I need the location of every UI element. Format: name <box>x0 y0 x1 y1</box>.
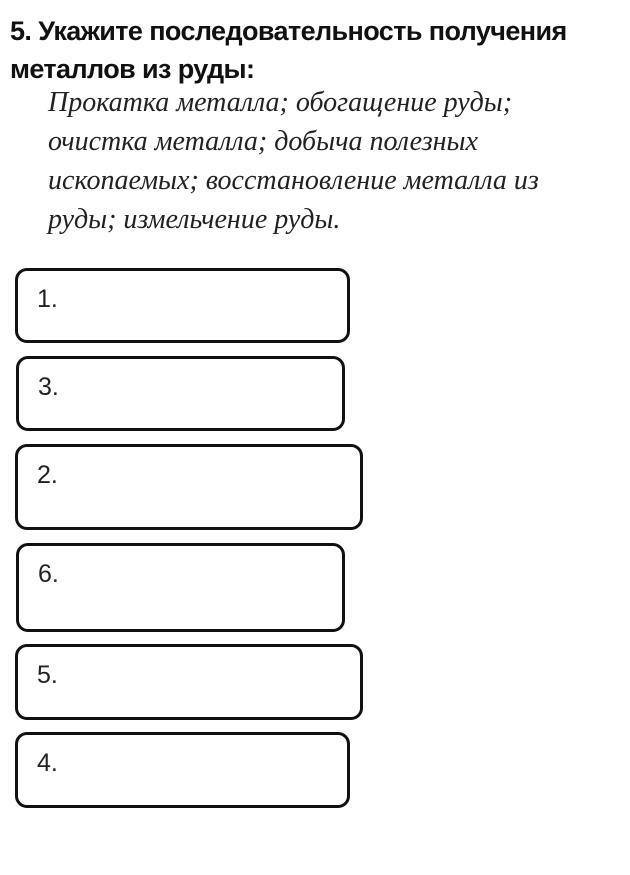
items-line: руды; измельчение руды. <box>48 204 341 235</box>
answer-box-5[interactable] <box>15 644 363 720</box>
answer-box-2[interactable] <box>15 444 363 530</box>
items-line: очистка металла; добыча полезных <box>48 126 478 157</box>
answer-number: 2. <box>37 461 58 489</box>
question-title <box>10 12 620 88</box>
answer-number: 3. <box>38 373 59 401</box>
answer-box-4[interactable] <box>15 732 350 808</box>
answer-box-3[interactable] <box>16 356 345 431</box>
items-line: ископаемых; восстановление металла из <box>48 165 539 196</box>
items-line: Прокатка металла; обогащение руды; <box>48 87 513 118</box>
answer-box-6[interactable] <box>16 543 345 632</box>
question-title-line: металлов из руды: <box>10 54 255 84</box>
answer-number: 6. <box>38 560 59 588</box>
items-to-order <box>48 83 623 239</box>
question-title-line: 5. Укажите последовательность получения <box>10 16 567 46</box>
answer-box-1[interactable] <box>15 268 350 343</box>
answer-number: 1. <box>37 285 58 313</box>
answer-number: 4. <box>37 749 58 777</box>
answer-number: 5. <box>37 661 58 689</box>
